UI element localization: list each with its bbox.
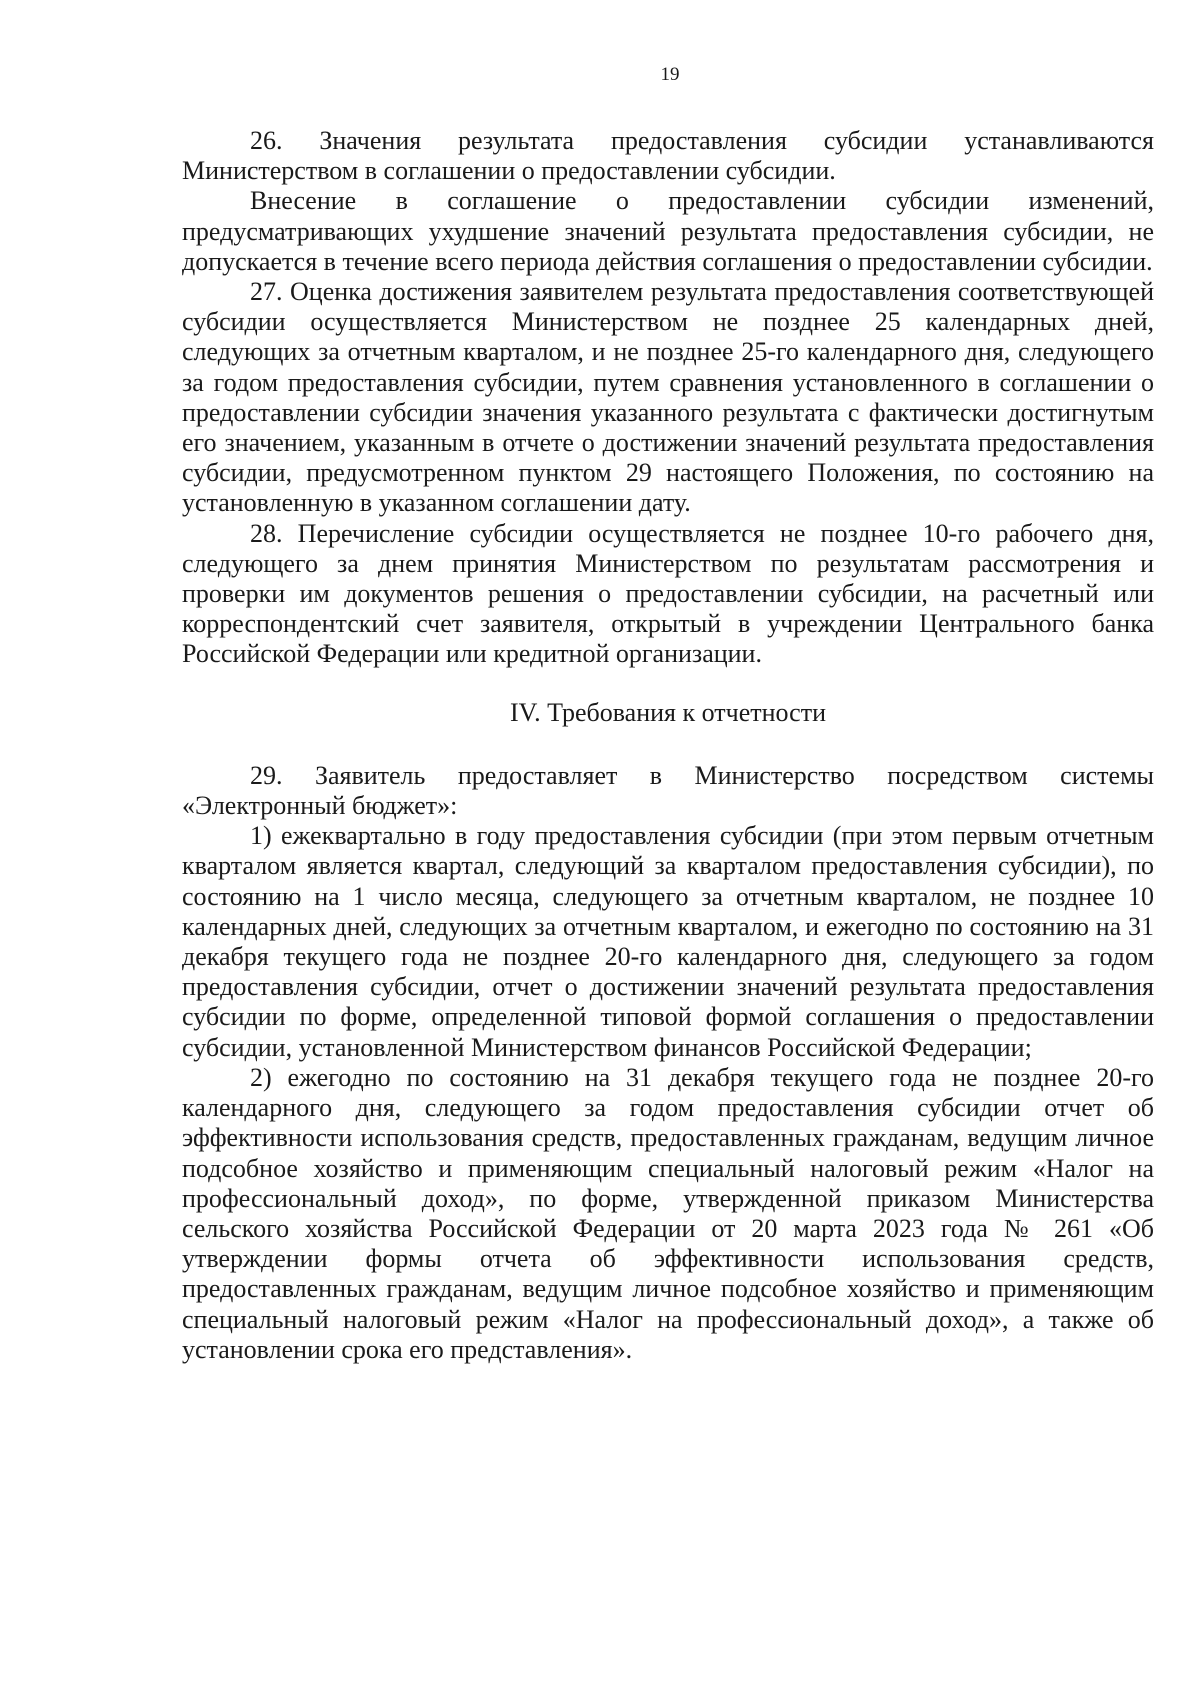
paragraph-26: 26. Значения результата предоставления субсидии устанавливаются Министерством в соглашении о предоставлении субсидии. bbox=[182, 126, 1154, 186]
paragraph-26-amendments: Внесение в соглашение о предоставлении субсидии изменений, предусматривающих ухудшение значений результата предоставления субсидии, не допускается в течение всего периода действия соглашения о предоставлении субсидии. bbox=[182, 186, 1154, 276]
paragraph-27: 27. Оценка достижения заявителем результата предоставления соответствующей субсидии осуществляется Министерством не позднее 25 календарных дней, следующих за отчетным кварталом, и не позднее 25-го календарного дня, следующего за годом предоставления субсидии, путем сравнения установленного в соглашении о предоставлении субсидии значения указанного результата с фактически достигнутым его значением, указанным в отчете о достижении значений результата предоставления субсидии, предусмотренном пунктом 29 настоящего Положения, по состоянию на установленную в указанном соглашении дату. bbox=[182, 277, 1154, 518]
paragraph-28: 28. Перечисление субсидии осуществляется не позднее 10-го рабочего дня, следующего за днем принятия Министерством по результатам рассмотрения и проверки им документов решения о предоставлении субсидии, на расчетный или корреспондентский счет заявителя, открытый в учреждении Центрального банка Российской Федерации или кредитной организации. bbox=[182, 518, 1154, 669]
paragraph-29-item-1: 1) ежеквартально в году предоставления субсидии (при этом первым отчетным кварталом является квартал, следующий за кварталом предоставления субсидии), по состоянию на 1 число месяца, следующего за отчетным кварталом, не позднее 10 календарных дней, следующих за отчетным кварталом, и ежегодно по состоянию на 31 декабря текущего года не позднее 20-го календарного дня, следующего за годом предоставления субсидии, отчет о достижении значений результата предоставления субсидии по форме, определенной типовой формой соглашения о предоставлении субсидии, установленной Министерством финансов Российской Федерации; bbox=[182, 821, 1154, 1062]
paragraph-29: 29. Заявитель предоставляет в Министерство посредством системы «Электронный бюджет»: bbox=[182, 760, 1154, 821]
page-number: 19 bbox=[660, 64, 680, 85]
section-heading: IV. Требования к отчетности bbox=[509, 697, 826, 727]
document-body bbox=[182, 126, 1154, 1365]
paragraph-29-item-2: 2) ежегодно по состоянию на 31 декабря текущего года не позднее 20-го календарного дня, следующего за годом предоставления субсидии отчет об эффективности использования средств, предоставленных гражданам, ведущим личное подсобное хозяйство и применяющим специальный налоговый режим «Налог на профессиональный доход», по форме, утвержденной приказом Министерства сельского хозяйства Российской Федерации от 20 марта 2023 года № 261 «Об утверждении формы отчета об эффективности использования средств, предоставленных гражданам, ведущим личное подсобное хозяйство и применяющим специальный налоговый режим «Налог на профессиональный доход», а также об установлении срока его представления». bbox=[182, 1062, 1154, 1364]
